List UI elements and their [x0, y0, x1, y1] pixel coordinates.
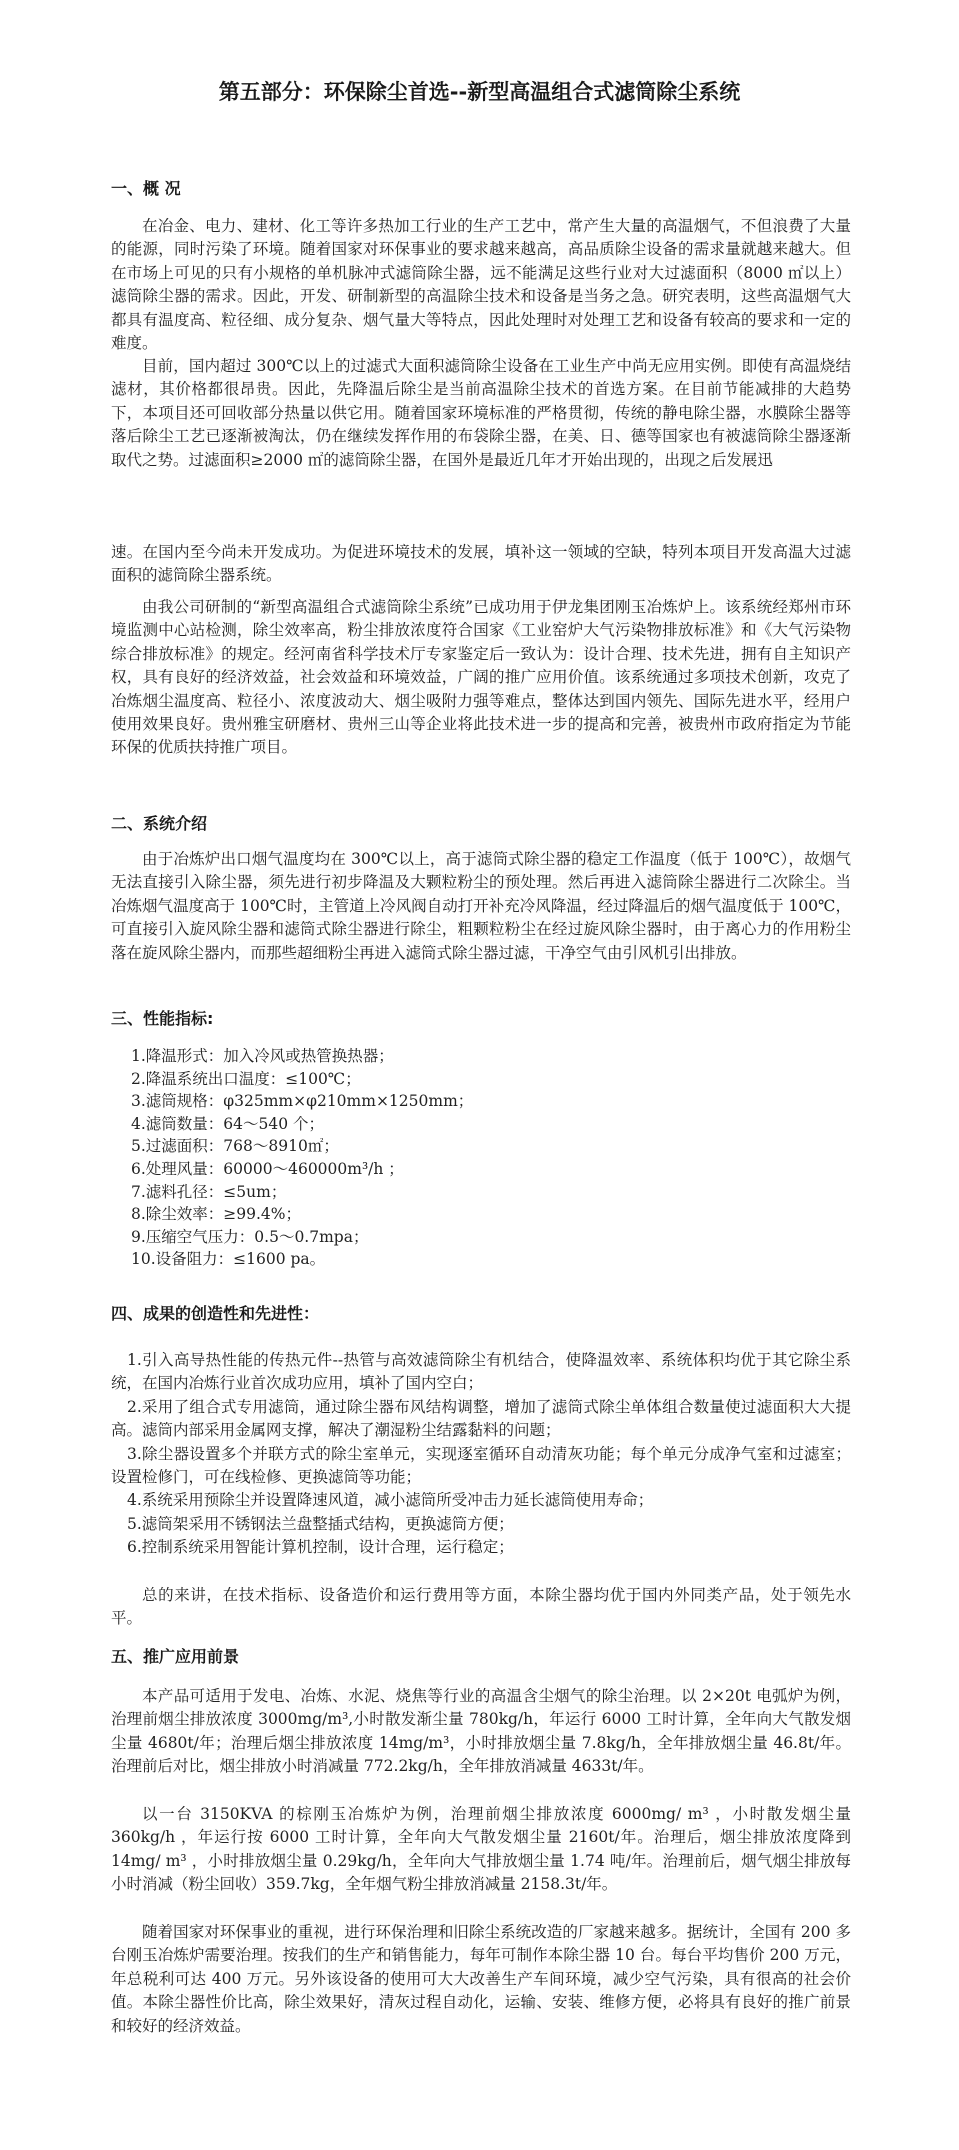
list-item: 4.滤筒数量：64～540 个；: [131, 1114, 325, 1133]
list-item: 4.系统采用预除尘并设置降速风道，减小滤筒所受冲击力延长滤筒使用寿命；: [127, 1491, 654, 1510]
heading-innovation: 四、成果的创造性和先进性：: [111, 1304, 320, 1323]
list-item: 2.降温系统出口温度：≤100℃；: [131, 1069, 361, 1088]
list-item: 2.采用了组合式专用滤筒，通过除尘器布风结构调整，增加了滤筒式除尘单体组合数量使过滤面积大大提高。滤筒内部采用金属网支撑，解决了潮湿粉尘结露黏料的问题；: [111, 1397, 851, 1440]
list-item: 9.压缩空气压力：0.5～0.7mpa；: [131, 1227, 369, 1246]
paragraph-application-3: 随着国家对环保事业的重视，进行环保治理和旧除尘系统改造的厂家越来越多。据统计，全国有 200 多台刚玉冶炼炉需要治理。按我们的生产和销售能力，每年可制作本除尘器 10 台。每台平均售价 200 万元，年总税利可达 400 万元。另外该设备的使用可大大改善生产车间环境，减少空气污染，具有很高的社会价值。本除尘器性价比高，除尘效果好，清灰过程自动化，运输、安装、维修方便，必将具有良好的推广前景和较好的经济效益。: [111, 1923, 851, 2035]
heading-overview: 一、概 况: [111, 179, 181, 198]
list-item: 7.滤料孔径：≤5um；: [131, 1182, 287, 1201]
document-title: 第五部分：环保除尘首选--新型高温组合式滤筒除尘系统: [218, 80, 741, 104]
list-item: 6.处理风量：60000～460000m³/h ；: [131, 1159, 404, 1178]
list-item: 6.控制系统采用智能计算机控制，设计合理，运行稳定；: [127, 1538, 514, 1557]
list-item: 1.降温形式：加入冷风或热管换热器；: [131, 1047, 394, 1065]
list-item: 10.设备阻力：≤1600 pa。: [131, 1250, 326, 1269]
paragraph-innovation-summary: 总的来讲，在技术指标、设备造价和运行费用等方面，本除尘器均优于国内外同类产品，处于领先水平。: [111, 1586, 851, 1628]
list-item: 3.除尘器设置多个并联方式的除尘室单元，实现逐室循环自动清灰功能；每个单元分成净气室和过滤室；设置检修门，可在线检修、更换滤筒等功能；: [111, 1444, 851, 1487]
list-item: 1.引入高导热性能的传热元件--热管与高效滤筒除尘有机结合，使降温效率、系统体积均优于其它除尘系统，在国内冶炼行业首次成功应用，填补了国内空白；: [111, 1351, 851, 1393]
paragraph-application-2: 以一台 3150KVA 的棕刚玉冶炼炉为例，治理前烟尘排放浓度 6000mg/ m³ ，小时散发烟尘量 360kg/h ，年运行按 6000 工时计算，全年向大气散发烟尘量 2160t/年。治理后，烟尘排放浓度降到 14mg/ m³ ，小时排放烟尘量 0.29kg/h，全年向大气排放烟尘量 1.74 吨/年。治理前后，烟气烟尘排放每小时消减（粉尘回收）359.7kg，全年烟气粉尘排放消减量 2158.3t/年。: [111, 1805, 851, 1894]
paragraph-overview-2: 目前，国内超过 300℃以上的过滤式大面积滤筒除尘设备在工业生产中尚无应用实例。即使有高温烧结滤材，其价格都很昂贵。因此，先降温后除尘是当前高温除尘技术的首选方案。在目前节能减排的大趋势下，本项目还可回收部分热量以供它用。随着国家环境标准的严格贯彻，传统的静电除尘器，水膜除尘器等落后除尘工艺已逐渐被淘汰，仍在继续发挥作用的布袋除尘器，在美、日、德等国家也有被滤筒除尘器逐渐取代之势。过滤面积≥2000 ㎡的滤筒除尘器，在国外是最近几年才开始出现的，出现之后发展迅: [111, 357, 851, 469]
heading-performance: 三、性能指标:: [111, 1009, 214, 1028]
paragraph-application-1: 本产品可适用于发电、冶炼、水泥、烧焦等行业的高温含尘烟气的除尘治理。以 2×20t 电弧炉为例，治理前烟尘排放浓度 3000mg/m³,小时散发渐尘量 780kg/h，年运行 6000 工时计算，全年向大气散发烟尘量 4680t/年；治理后烟尘排放浓度 14mg/m³，小时排放烟尘量 7.8kg/h，全年排放烟尘量 46.8t/年。治理前后对比，烟尘排放小时消减量 772.2kg/h，全年排放消减量 4633t/年。: [111, 1687, 851, 1776]
list-item: 5.滤筒架采用不锈钢法兰盘整插式结构，更换滤筒方便；: [127, 1514, 514, 1533]
list-item: 8.除尘效率：≥99.4%；: [131, 1205, 302, 1224]
paragraph-overview-3: 速。在国内至今尚未开发成功。为促进环境技术的发展，填补这一领域的空缺，特列本项目开发高温大过滤面积的滤筒除尘器系统。: [111, 543, 851, 585]
performance-list: [111, 1045, 851, 1271]
paragraph-system-1: 由于冶炼炉出口烟气温度均在 300℃以上，高于滤筒式除尘器的稳定工作温度（低于 100℃），故烟气无法直接引入除尘器，须先进行初步降温及大颗粒粉尘的预处理。然后再进入滤筒除尘器进行二次除尘。当冶炼烟气温度高于 100℃时，主管道上冷风阀自动打开补充冷风降温，经过降温后的烟气温度低于 100℃，可直接引入旋风除尘器和滤筒式除尘器进行除尘，粗颗粒粉尘在经过旋风除尘器时，由于离心力的作用粉尘落在旋风除尘器内，而那些超细粉尘再进入滤筒式除尘器过滤，干净空气由引风机引出排放。: [111, 850, 851, 962]
paragraph-overview-4: 由我公司研制的“新型高温组合式滤筒除尘系统”已成功用于伊龙集团刚玉冶炼炉上。该系统经郑州市环境监测中心站检测，除尘效率高，粉尘排放浓度符合国家《工业窑炉大气污染物排放标准》和《大气污染物综合排放标准》的规定。经河南省科学技术厅专家鉴定后一致认为：设计合理、技术先进，拥有自主知识产权，具有良好的经济效益，社会效益和环境效益，广阔的推广应用价值。该系统通过多项技术创新，攻克了冶炼烟尘温度高、粒径小、浓度波动大、烟尘吸附力强等难点，整体达到国内领先、国际先进水平，经用户使用效果良好。贵州雅宝研磨材、贵州三山等企业将此技术进一步的提高和完善，被贵州市政府指定为节能环保的优质扶持推广项目。: [111, 598, 851, 757]
heading-application: 五、推广应用前景: [111, 1647, 240, 1666]
list-item: 3.滤筒规格：φ325mm×φ210mm×1250mm；: [131, 1092, 474, 1111]
list-item: 5.过滤面积：768～8910㎡；: [131, 1137, 339, 1156]
heading-system: 二、系统介绍: [111, 814, 208, 833]
paragraph-overview-1: 在冶金、电力、建材、化工等许多热加工行业的生产工艺中，常产生大量的高温烟气，不但浪费了大量的能源，同时污染了环境。随着国家对环保事业的要求越来越高，高品质除尘设备的需求量就越来越大。但在市场上可见的只有小规格的单机脉冲式滤筒除尘器，远不能满足这些行业对大过滤面积（8000 ㎡以上）滤筒除尘器的需求。因此，开发、研制新型的高温除尘技术和设备是当务之急。研究表明，这些高温烟气大都具有温度高、粒径细、成分复杂、烟气量大等特点，因此处理时对处理工艺和设备有较高的要求和一定的难度。: [111, 217, 851, 353]
innovation-list: [111, 1349, 851, 1560]
